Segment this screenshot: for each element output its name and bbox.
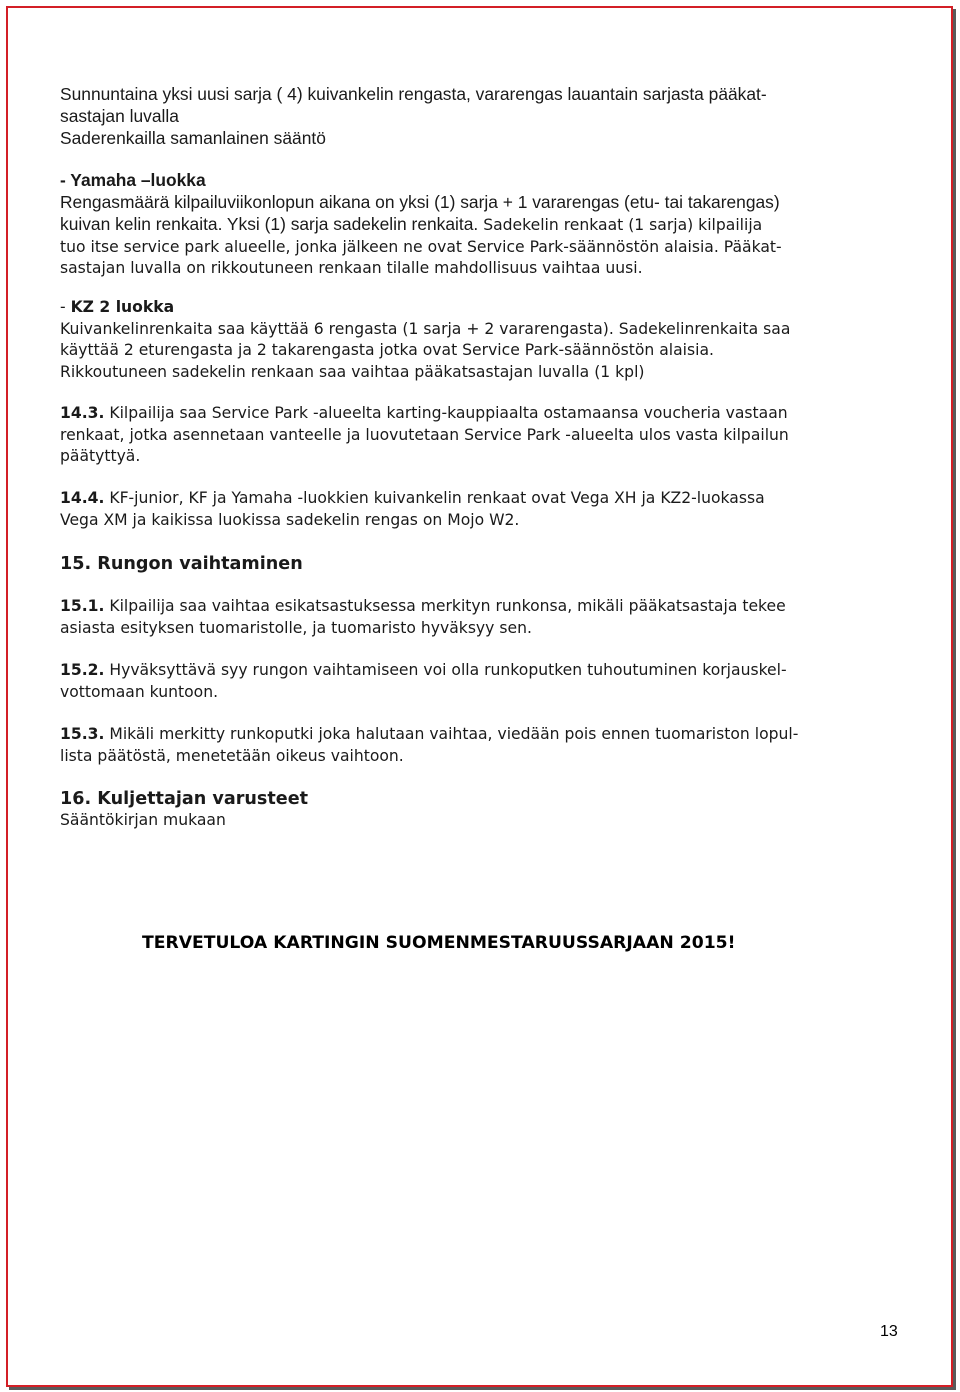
- section-number: 15.3.: [60, 725, 105, 743]
- intro-line: Saderenkailla samanlainen sääntö: [60, 128, 326, 148]
- section-16-heading: 16. Kuljettajan varusteet: [60, 789, 309, 809]
- yamaha-line: sastajan luvalla on rikkoutuneen renkaan tilalle mahdollisuus vaihtaa uusi.: [60, 259, 643, 277]
- yamaha-section: [60, 169, 900, 280]
- page-number: 13: [880, 1323, 898, 1340]
- section-line: [60, 403, 900, 425]
- section-text: KF-junior, KF ja Yamaha -luokkien kuivankelin renkaat ovat Vega XH ja KZ2-luokassa: [104, 489, 765, 507]
- section-14-3: [60, 403, 900, 468]
- yamaha-heading: - Yamaha –luokka: [60, 170, 206, 190]
- section-15-heading: 15. Rungon vaihtaminen: [60, 554, 303, 574]
- section-15-1: [60, 596, 900, 639]
- yamaha-line: Rengasmäärä kilpailuviikonlopun aikana on yksi (1) sarja + 1 vararengas (etu- tai takarengas): [60, 192, 780, 212]
- section-number: 15.2.: [60, 661, 105, 679]
- yamaha-line-part: Sadekelin renkaat (1 sarja) kilpailija: [478, 216, 763, 234]
- section-text: Mikäli merkitty runkoputki joka halutaan vaihtaa, viedään pois ennen tuomariston lopul-: [104, 725, 799, 743]
- section-line: asiasta esityksen tuomaristolle, ja tuomaristo hyväksyy sen.: [60, 618, 532, 637]
- section-14-4: [60, 488, 900, 531]
- section-line: vottomaan kuntoon.: [60, 682, 219, 701]
- section-text: Kilpailija saa Service Park -alueelta karting-kauppiaalta ostamaansa voucheria vastaan: [104, 404, 788, 422]
- section-line: renkaat, jotka asennetaan vanteelle ja luovutetaan Service Park -alueelta ulos vasta kilpailun: [60, 425, 789, 444]
- yamaha-line: [60, 213, 900, 237]
- kz2-line: Rikkoutuneen sadekelin renkaan saa vaihtaa pääkatsastajan luvalla (1 kpl): [60, 362, 645, 381]
- section-line: päätyttyä.: [60, 447, 141, 465]
- yamaha-line-part: kuivan kelin renkaita. Yksi (1) sarja sadekelin renkaita.: [60, 214, 479, 234]
- section-number: 15.1.: [60, 597, 105, 615]
- section-number: 14.3.: [60, 404, 105, 422]
- section-16: [60, 788, 900, 832]
- section-line: Sääntökirjan mukaan: [60, 811, 226, 829]
- kz2-section: [60, 297, 900, 383]
- closing-banner: TERVETULOA KARTINGIN SUOMENMESTARUUSSARJAAN 2015!: [142, 933, 736, 953]
- section-line: [60, 724, 900, 746]
- section-text: Hyväksyttävä syy rungon vaihtamiseen voi olla runkoputken tuhoutuminen korjauskel-: [104, 661, 787, 679]
- yamaha-line: tuo itse service park alueelle, jonka jälkeen ne ovat Service Park-säännöstön alaisia. Pääkat-: [60, 237, 782, 256]
- intro-line: Sunnuntaina yksi uusi sarja ( 4) kuivankelin rengasta, vararengas lauantain sarjasta pääkat-: [60, 84, 767, 104]
- section-line: lista päätöstä, menetetään oikeus vaihtoon.: [60, 746, 404, 765]
- kz2-heading: [60, 297, 900, 319]
- section-line: Vega XM ja kaikissa luokissa sadekelin rengas on Mojo W2.: [60, 510, 520, 529]
- kz2-line: Kuivankelinrenkaita saa käyttää 6 rengasta (1 sarja + 2 vararengasta). Sadekelinrenkaita saa: [60, 319, 791, 338]
- section-number: 14.4.: [60, 489, 105, 507]
- kz2-heading-text: KZ 2 luokka: [70, 298, 175, 316]
- section-text: Kilpailija saa vaihtaa esikatsastuksessa merkityn runkonsa, mikäli pääkatsastaja tekee: [104, 597, 786, 615]
- kz2-heading-prefix: -: [60, 298, 71, 316]
- section-15-3: [60, 724, 900, 767]
- section-line: [60, 596, 900, 618]
- kz2-line: käyttää 2 eturengasta ja 2 takarengasta jotka ovat Service Park-säännöstön alaisia.: [60, 341, 714, 359]
- intro-paragraph: [60, 83, 900, 149]
- section-15-2: [60, 660, 900, 703]
- section-line: [60, 488, 900, 510]
- section-line: [60, 660, 900, 682]
- intro-line: sastajan luvalla: [60, 106, 179, 126]
